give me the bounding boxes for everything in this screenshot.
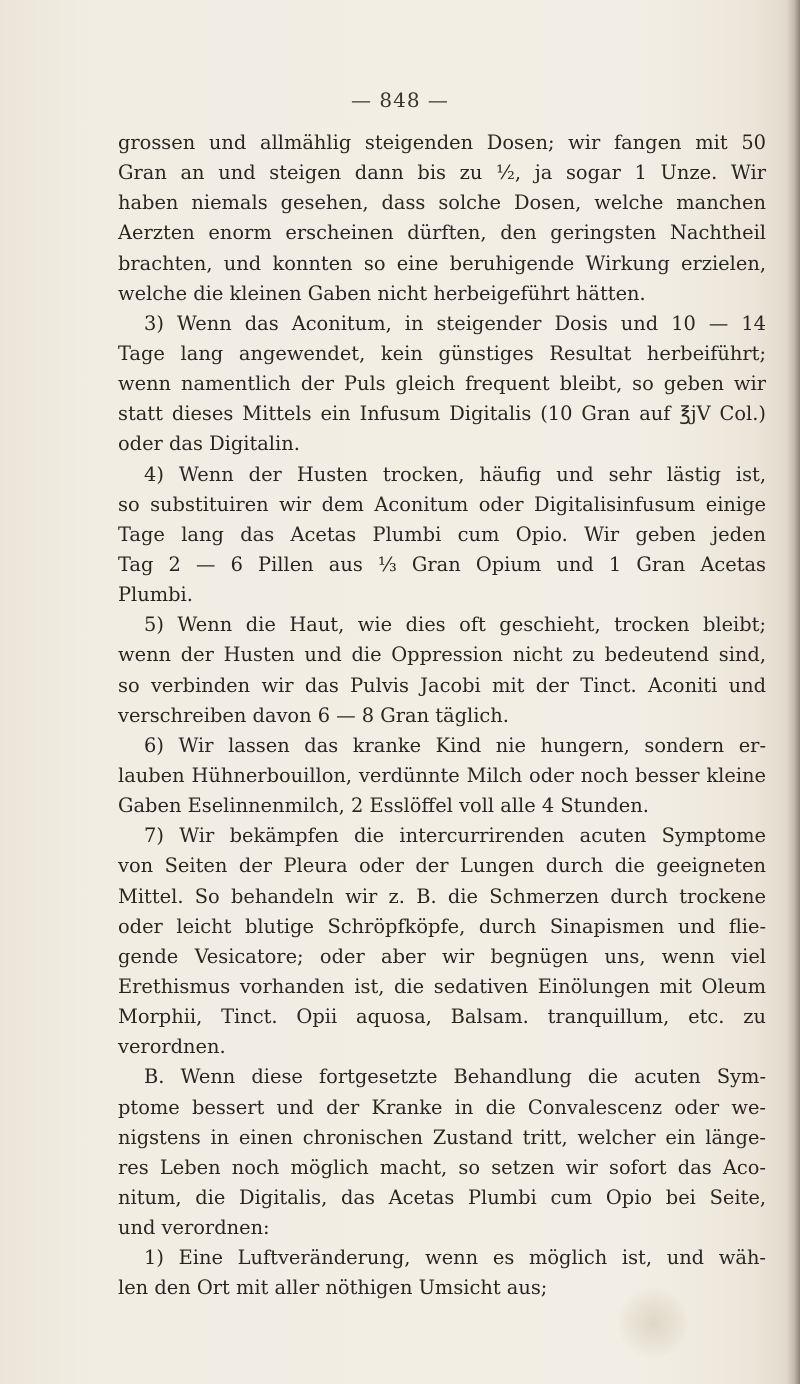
text-line: ptome bessert und der Kranke in die Convalescenz oder we- [118,1095,766,1119]
page-edge-shadow [786,0,800,1384]
text-line: Morphii, Tinct. Opii aquosa, Balsam. tranquillum, etc. zu [118,1005,766,1029]
text-line: B. Wenn diese fortgesetzte Behandlung die acuten Sym- [144,1065,766,1089]
text-line: statt dieses Mittels ein Infusum Digitalis (10 Gran auf ℥jV Col.) [118,402,766,426]
text-line: Gaben Eselinnenmilch, 2 Esslöffel voll alle 4 Stunden. [118,794,649,818]
text-line: 5) Wenn die Haut, wie dies oft geschieht, trocken bleibt; [144,613,766,637]
page-number-header: — 848 — [351,88,449,112]
text-line: 1) Eine Luftveränderung, wenn es möglich ist, und wäh- [144,1246,766,1270]
text-line: len den Ort mit aller nöthigen Umsicht aus; [118,1276,548,1300]
text-line: 7) Wir bekämpfen die intercurrirenden acuten Symptome [144,824,766,848]
body-text [118,128,766,1303]
text-line: 4) Wenn der Husten trocken, häufig und sehr lästig ist, [144,462,766,486]
text-line: Tag 2 — 6 Pillen aus ⅓ Gran Opium und 1 Gran Acetas [118,552,766,576]
text-line: nitum, die Digitalis, das Acetas Plumbi cum Opio bei Seite, [118,1185,766,1209]
text-line: Aerzten enorm erscheinen dürften, den geringsten Nachtheil [118,221,766,245]
text-line: Tage lang angewendet, kein günstiges Resultat herbeiführt; [118,341,766,365]
text-line: grossen und allmählig steigenden Dosen; wir fangen mit 50 [118,131,766,154]
text-line: lauben Hühnerbouillon, verdünnte Milch oder noch besser kleine [118,763,766,787]
text-line: Erethismus vorhanden ist, die sedativen Einölungen mit Oleum [118,974,766,998]
text-line: gende Vesicatore; oder aber wir begnügen uns, wenn viel [118,944,766,968]
text-line: wenn namentlich der Puls gleich frequent bleibt, so geben wir [118,372,766,396]
text-line: nigstens in einen chronischen Zustand tritt, welcher ein länge- [118,1125,766,1149]
text-line: 6) Wir lassen das kranke Kind nie hungern, sondern er- [144,733,766,757]
text-line: verschreiben davon 6 — 8 Gran täglich. [118,703,509,727]
text-line: res Leben noch möglich macht, so setzen wir sofort das Aco- [118,1155,766,1179]
text-line: so verbinden wir das Pulvis Jacobi mit der Tinct. Aconiti und [118,673,766,697]
text-line: und verordnen: [118,1216,270,1240]
text-line: haben niemals gesehen, dass solche Dosen, welche manchen [118,191,766,215]
text-line: oder das Digitalin. [118,432,300,456]
text-line: Plumbi. [118,583,193,607]
text-line: brachten, und konnten so eine beruhigende Wirkung erzielen, [118,251,766,275]
text-line: Mittel. So behandeln wir z. B. die Schmerzen durch trockene [118,884,766,908]
text-line: 3) Wenn das Aconitum, in steigender Dosis und 10 — 14 [144,311,766,335]
text-line: welche die kleinen Gaben nicht herbeigeführt hätten. [118,281,646,305]
text-line: oder leicht blutige Schröpfköpfe, durch Sinapismen und flie- [118,914,766,938]
text-line: Tage lang das Acetas Plumbi cum Opio. Wir geben jeden [118,522,766,546]
text-line: Gran an und steigen dann bis zu ½, ja sogar 1 Unze. Wir [118,161,766,185]
text-line: so substituiren wir dem Aconitum oder Digitalisinfusum einige [118,492,766,516]
text-line: von Seiten der Pleura oder der Lungen durch die geeigneten [118,854,766,878]
text-line: wenn der Husten und die Oppression nicht zu bedeutend sind, [118,643,766,667]
text-line: verordnen. [118,1035,226,1059]
